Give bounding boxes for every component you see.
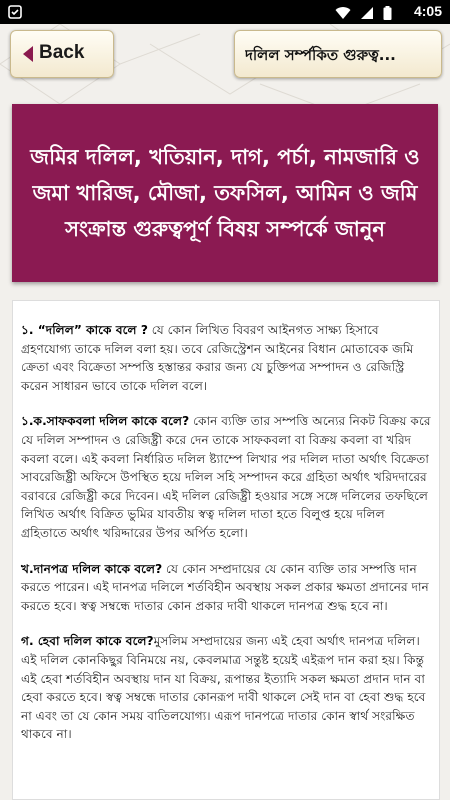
topic-banner (12, 104, 438, 282)
back-arrow-icon (23, 46, 33, 62)
section-body: মুসলিম সম্প্রদায়ের জন্য এই হেবা অর্থাৎ দানপত্র দলিল। এই দলিল কোনকিছুর বিনিময়ে নয়, কেবলমাত্র সন্তুষ্ট হয়েই এইরূপ দান করা হয়। কিন্তু এই হেবা শর্তবিহীন অবস্থায় দান যা বিক্রয়, রূপান্তর ইত্যাদি সকল ক্ষমতা প্রদান দান বা হেবা করতে হবে। স্বত্ব সম্বন্ধে দাতার কোনরূপ দাবী থাকলে সেই দান বা হেবা শুদ্ধ হবে না এবং তা যে কোন সময় বাতিলযোগ্য। এরূপ দানপত্রে দাতার কোন স্বার্থ সংরক্ষিত থাকবে না। (21, 634, 426, 742)
top-bar (0, 24, 450, 90)
section-heading: গ. হেবা দলিল কাকে বলে? (21, 634, 154, 649)
section-body: যে কোন লিখিত বিবরণ আইনগত সাক্ষ্য হিসাবে গ্রহণযোগ্য তাকে দলিল বলা হয়। তবে রেজিস্ট্রেশন আইনের বিধান মোতাবেক জমি ক্রেতা এবং বিক্রেতা সম্পত্তি হস্তান্তর করার জন্য যে চুক্তিপত্র সম্পাদন ও রেজিস্ট্রি করেন সাধারন ভাবে তাকে দলিল বলে। (21, 323, 414, 393)
section-2 (21, 412, 431, 542)
section-4 (21, 632, 431, 744)
section-1 (21, 321, 431, 395)
page-title: দলিল সর্ম্পকিত গুরুত্ব... (245, 46, 396, 64)
banner-title: জমির দলিল, খতিয়ান, দাগ, পর্চা, নামজারি ও জমা খারিজ, মৌজা, তফসিল, আমিন ও জমি সংক্রান্ত গুরুত্বপূর্ণ বিষয় সম্পর্কে জানুন (30, 145, 420, 241)
status-icons (331, 5, 392, 19)
section-heading: খ.দানপত্র দলিল কাকে বলে? (21, 561, 163, 576)
app-notification-icon (8, 5, 22, 19)
back-label: Back (39, 42, 85, 63)
status-time: 4:05 (413, 3, 442, 19)
section-3 (21, 560, 431, 616)
wifi-icon (335, 5, 351, 24)
signal-icon (360, 5, 374, 24)
section-body: কোন ব্যক্তি তার সম্পত্তি অন্যের নিকট বিক্রয় করে যে দলিল সম্পাদন ও রেজিষ্ট্রী করে দেন তাকে সাফকবলা বা বিক্রয় কবলা বা খরিদ কবলা বলে। এই কবলা নির্ধারিত দলিল ষ্ট্যাম্পে লিখার পর দলিল দাতা অর্থাৎ বিক্রেতা সাবরেজিষ্ট্রী অফিসে উপস্থিত হয়ে দলিল সহি সম্পাদন করে গ্রহিতা অর্থাৎ খরিদদারের বরাবরে রেজিষ্ট্রী করে দিবেন। এই দলিল রেজিষ্ট্রী হওয়ার সঙ্গে সঙ্গে দলিলের তফছিলে লিখিত অর্থাৎ বিক্রিত ভুমির যাবতীয় স্বত্ব দলিল দাতা হতে বিলুপ্ত হয়ে দলিল গ্রহিতাতে অর্থাৎ খরিদ্দারের উপর অর্পিত হলো। (21, 414, 431, 540)
back-button[interactable] (10, 30, 114, 78)
section-heading: ১.ক.সাফকবলা দলিল কাকে বলে? (21, 414, 190, 429)
article-content[interactable] (12, 300, 440, 800)
section-heading: ১. “দলিল” কাকে বলে ? (21, 323, 148, 337)
status-bar (0, 0, 450, 24)
battery-icon (383, 5, 392, 24)
page-title-chip (234, 30, 442, 78)
section-body: যে কোন সম্প্রদায়ের যে কোন ব্যক্তি তার সম্পত্তি দান করতে পারেন। এই দানপত্র দলিলে শর্তবিহীন অবস্থায় সকল প্রকার ক্ষমতা প্রদানের দান করতে হবে। স্বত্ব সম্বন্ধে দাতার কোন প্রকার দাবী থাকলে দানপত্র শুদ্ধ হবে না। (21, 561, 429, 613)
